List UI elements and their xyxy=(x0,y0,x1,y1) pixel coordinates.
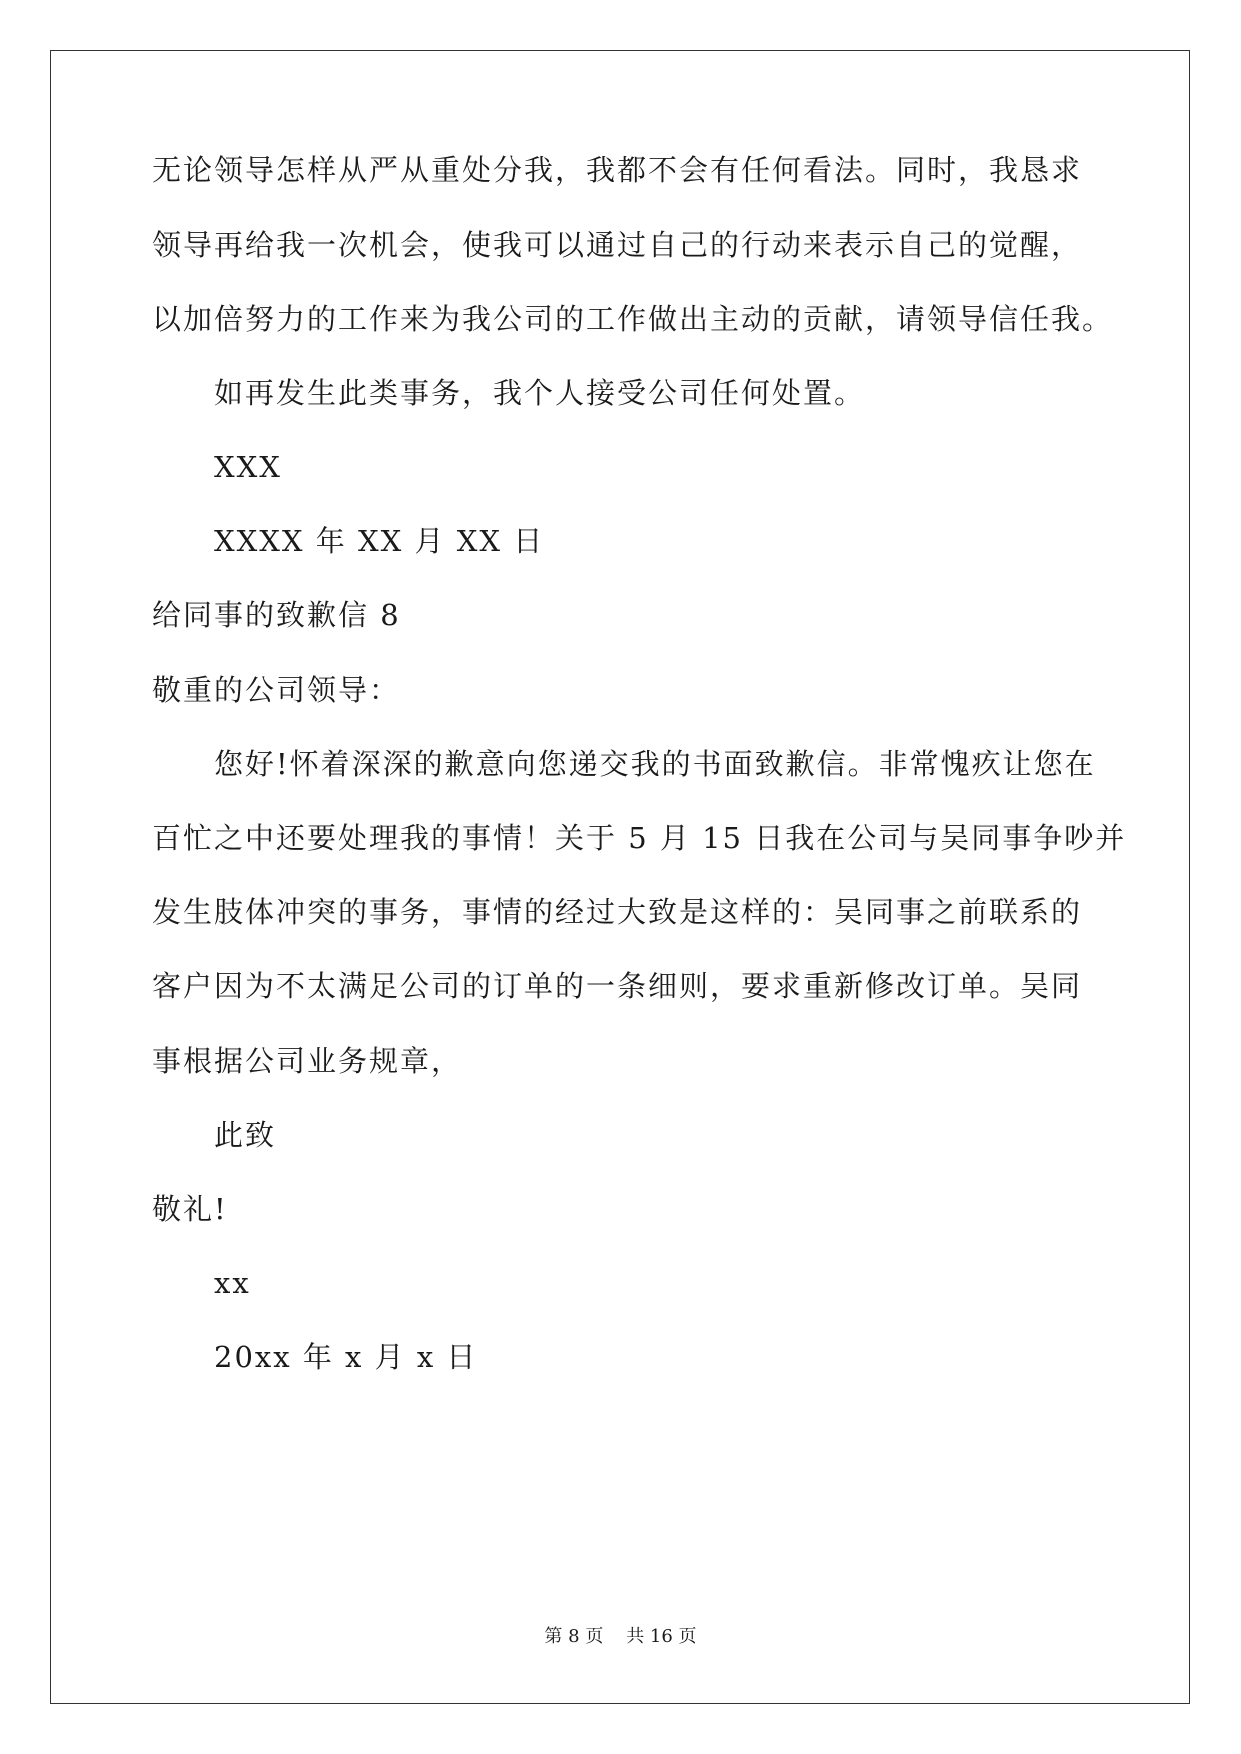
signature-date: 20xx 年 x 月 x 日 xyxy=(214,1340,478,1374)
body-text-line: 发生肢体冲突的事务，事情的经过大致是这样的：吴同事之前联系的 xyxy=(152,895,1083,929)
signature-name: xx xyxy=(214,1266,251,1300)
page-border xyxy=(50,50,1190,1704)
body-text-line: 客户因为不太满足公司的订单的一条细则，要求重新修改订单。吴同 xyxy=(152,969,1083,1003)
body-text-line: 无论领导怎样从严从重处分我，我都不会有任何看法。同时，我恳求 xyxy=(152,153,1083,187)
salutation: 敬重的公司领导： xyxy=(152,673,401,707)
body-text-line: 以加倍努力的工作来为我公司的工作做出主动的贡献，请领导信任我。 xyxy=(152,302,1114,336)
body-text-line: 事根据公司业务规章， xyxy=(152,1044,463,1078)
signature-name: XXX xyxy=(214,450,282,484)
closing-phrase: 此致 xyxy=(214,1118,277,1152)
page-number-footer: 第 8 页 共 16 页 xyxy=(544,1626,697,1647)
body-text-line: 您好!怀着深深的歉意向您递交我的书面致歉信。非常愧疚让您在 xyxy=(214,747,1096,781)
body-text-line: 领导再给我一次机会，使我可以通过自己的行动来表示自己的觉醒， xyxy=(152,228,1083,262)
body-text-line: 如再发生此类事务，我个人接受公司任何处置。 xyxy=(214,376,866,410)
signature-date: XXXX 年 XX 月 XX 日 xyxy=(214,524,545,558)
body-text-line: 百忙之中还要处理我的事情！关于 5 月 15 日我在公司与吴同事争吵并 xyxy=(152,821,1127,855)
section-heading: 给同事的致歉信 8 xyxy=(152,598,401,632)
closing-salute: 敬礼! xyxy=(152,1192,228,1226)
